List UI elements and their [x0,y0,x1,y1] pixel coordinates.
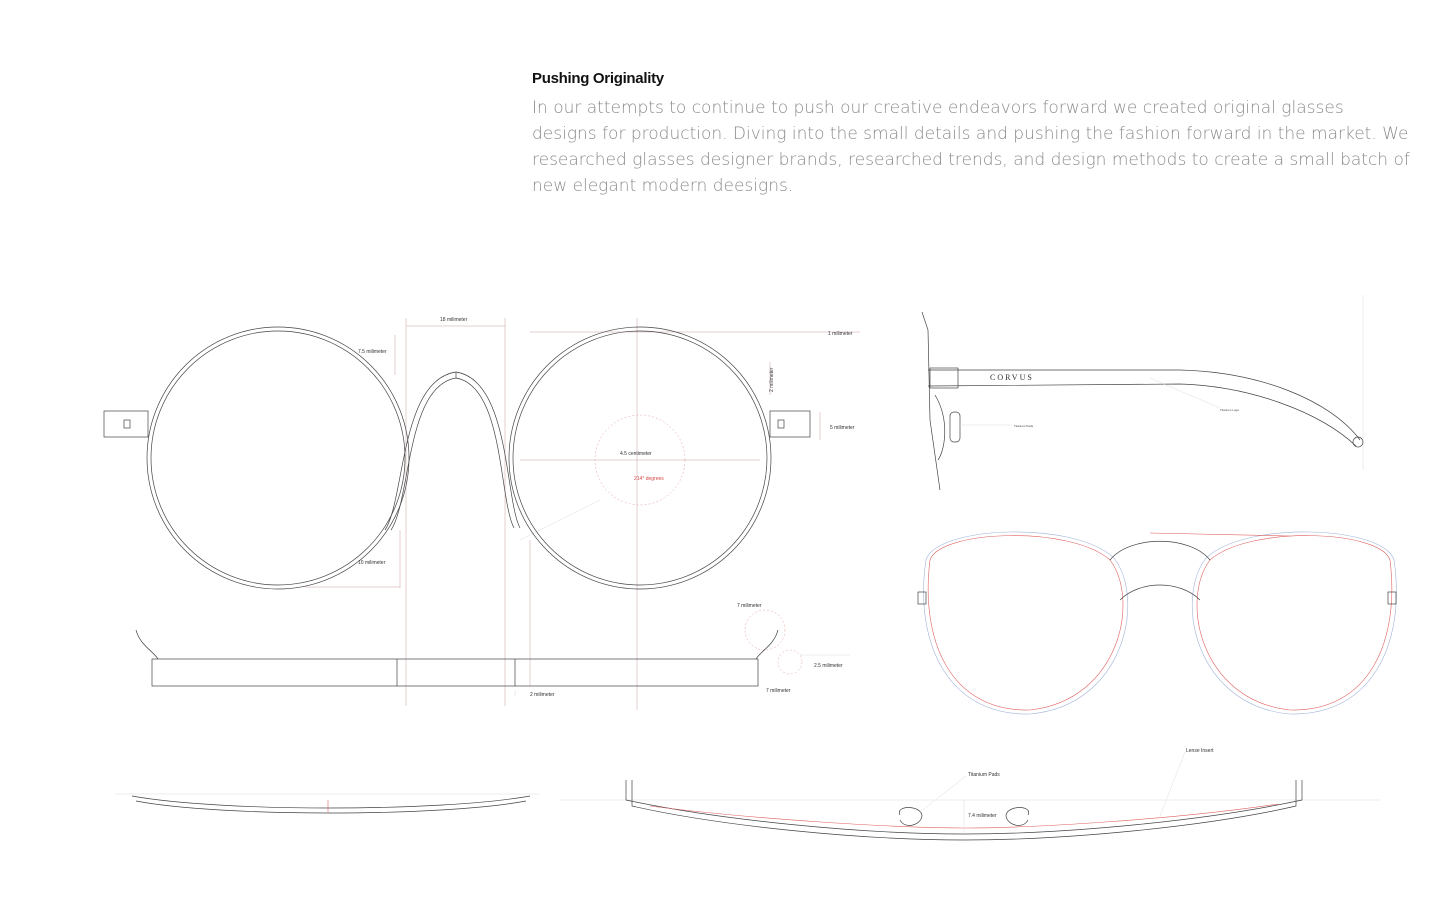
pad-left [899,808,922,826]
small-profile-bottom [136,801,526,813]
temple-tip [1353,437,1363,447]
dim-bridge-height: 2 milimeter [769,367,775,392]
right-hinge-pin [778,420,784,428]
right-hinge [770,411,810,437]
bridge-inner [391,378,514,530]
right-aviator-lens-red [1197,536,1392,710]
nose-pad-arm [935,395,945,460]
dim-angle: 214° degrees [634,476,664,482]
dim-rim-thickness: 7.5 milimeter [358,349,387,355]
right-temple-curve [756,630,778,659]
leader-line [920,776,966,812]
pad-right [1006,808,1029,826]
small-profile-top [132,796,530,808]
left-temple-curve [136,630,158,659]
left-lens-inner [151,331,405,585]
temple-arm-bottom [928,384,1356,446]
left-aviator-lens-red [928,536,1123,710]
curve-circle [778,650,802,674]
label-titanium-logo: Titanium Logo [1220,408,1239,412]
left-hinge [104,411,148,437]
label-depth: 7.4 milimeter [968,813,997,819]
side-view-drawing [922,295,1363,490]
aviator-view-drawing [918,532,1396,714]
left-aviator-lens-blue [924,532,1128,714]
dim-hinge-height: 5 milimeter [830,425,855,431]
side-hinge [930,368,958,388]
section-title: Pushing Originality [532,70,664,87]
small-profile-drawing [115,794,540,813]
aviator-top-bar [1110,541,1210,560]
dim-bar-gap: 2 milimeter [530,692,555,698]
label-titanium-pads: Titanium Pads [968,772,1000,778]
brand-logo: CORVUS [990,373,1034,382]
nose-pad [950,412,960,442]
leader-line [1160,752,1185,816]
aviator-left-hinge [918,592,926,604]
dim-bridge-width: 18 milimeter [440,317,468,323]
right-aviator-lens-blue [1192,532,1396,714]
guide-line [520,500,600,540]
dim-top-offset: 1 milimeter [828,331,853,337]
section-body: In our attempts to continue to push our creative endeavors forward we created original glasses designs for production. Diving into the small details and pushing the fashion forward in the market. We researched glasses designer brands, researched trends, and design methods to create a small batch of new elegant modern deesigns. [532,98,1410,196]
left-hinge-pin [124,420,130,428]
dim-lens-diameter: 4.5 centimeter [620,451,652,457]
front-view-drawing [104,317,860,710]
frame-bar [152,659,758,686]
right-lens-inner [513,331,767,585]
dim-temple-curve: 7 milimeter [737,603,762,609]
curve-circle [745,610,785,650]
leader-line [1150,378,1220,408]
bridge [385,372,520,530]
front-frame-profile [922,312,940,490]
label-lense-insert: Lense Insert [1186,748,1214,754]
right-lens-outer [509,327,771,589]
label-titanium-pads-side: Titanium Pads [1014,424,1034,428]
bottom-curve-drawing [560,748,1380,840]
left-lens-outer [147,327,409,589]
aviator-bridge [1120,585,1200,600]
dim-bar-height: 2.5 milimeter [814,663,843,669]
dim-lower-rim: 10 milimeter [358,560,386,566]
dim-bar-end: 7 milimeter [766,688,791,694]
